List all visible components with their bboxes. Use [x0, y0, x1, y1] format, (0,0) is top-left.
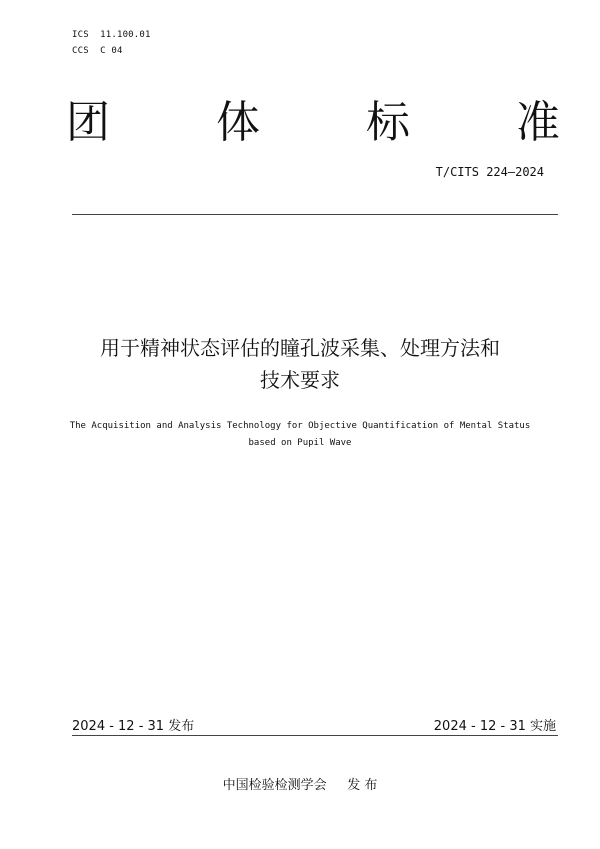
standard-type-char: 团 [66, 97, 110, 148]
issue-date: 2024 - 12 - 31 发布 [72, 719, 195, 734]
chinese-title [40, 332, 560, 396]
publisher-action: 发 布 [347, 778, 378, 793]
chinese-title-line: 用于精神状态评估的瞳孔波采集、处理方法和 [100, 336, 500, 360]
ics-code: ICS 11.100.01 [72, 30, 151, 40]
top-divider [72, 214, 558, 215]
publisher-line [0, 774, 600, 793]
standard-type-char: 体 [216, 97, 260, 148]
implementation-date: 2024 - 12 - 31 实施 [433, 719, 556, 734]
standard-type-char: 标 [366, 97, 410, 148]
chinese-title-line: 技术要求 [260, 368, 340, 392]
standard-type-char: 准 [516, 97, 560, 148]
publisher-name: 中国检验检测学会 [222, 778, 327, 793]
bottom-divider [72, 735, 558, 736]
standard-type-heading [66, 97, 560, 149]
english-title [40, 418, 560, 452]
english-title-line: The Acquisition and Analysis Technology for Objective Quantification of Mental Status [69, 421, 531, 431]
standard-number: T/CITS 224—2024 [435, 165, 544, 179]
ccs-code: CCS C 04 [72, 46, 123, 56]
english-title-line: based on Pupil Wave [248, 438, 352, 448]
